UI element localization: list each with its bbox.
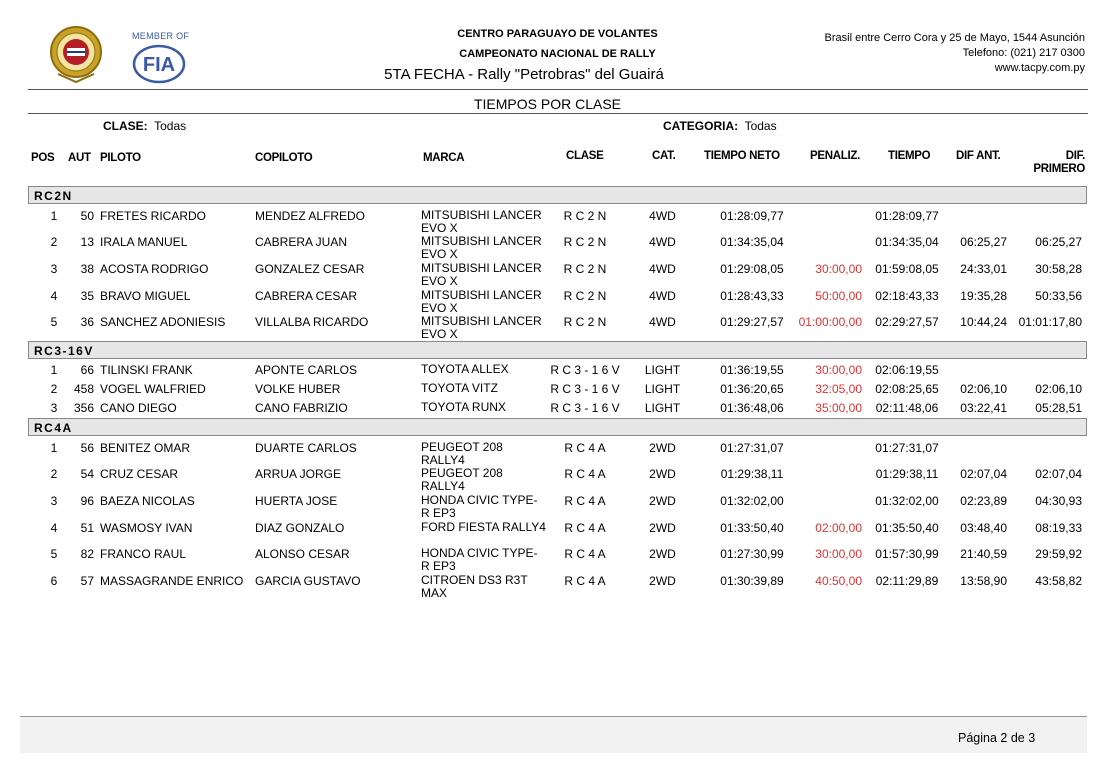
clase-filter xyxy=(103,119,186,133)
cell-tiempo-neto: 01:29:08,05 xyxy=(720,262,784,276)
cell-marca: TOYOTA RUNX xyxy=(421,400,506,414)
cell-aut: 96 xyxy=(80,494,94,508)
cell-cat: 4WD xyxy=(649,262,676,276)
cell-copiloto: HUERTA JOSE xyxy=(255,494,338,508)
cell-aut: 13 xyxy=(80,235,94,249)
cell-dif-primero: 06:25,27 xyxy=(1035,235,1082,249)
cell-pos: 2 xyxy=(50,382,58,396)
cell-aut: 66 xyxy=(80,363,94,377)
cell-clase: R C 2 N xyxy=(563,262,607,276)
cell-clase: R C 2 N xyxy=(563,289,607,303)
cell-copiloto: ALONSO CESAR xyxy=(255,547,350,561)
cell-penaliz: 35:00,00 xyxy=(815,401,862,415)
cell-aut: 356 xyxy=(73,401,94,415)
cell-aut: 50 xyxy=(80,209,94,223)
table-row xyxy=(0,262,1115,288)
cell-clase: R C 2 N xyxy=(563,209,607,223)
cell-dif-ant: 21:40,59 xyxy=(960,547,1007,561)
cell-copiloto: CANO FABRIZIO xyxy=(255,401,348,415)
table-row xyxy=(0,521,1115,547)
cell-aut: 57 xyxy=(80,574,94,588)
cell-penaliz: 50:00,00 xyxy=(815,289,862,303)
col-dif-ant: DIF ANT. xyxy=(956,150,1001,162)
cell-tiempo: 02:08:25,65 xyxy=(875,382,939,396)
col-dif-primero-line1: DIF. xyxy=(1065,150,1085,162)
cell-marca: TOYOTA ALLEX xyxy=(421,362,509,376)
cell-marca: FORD FIESTA RALLY4 xyxy=(421,520,546,534)
cell-dif-primero: 05:28,51 xyxy=(1035,401,1082,415)
cell-clase: R C 3 - 1 6 V xyxy=(550,363,620,377)
cell-aut: 36 xyxy=(80,315,94,329)
cell-penaliz: 01:00:00,00 xyxy=(798,315,862,329)
cell-copiloto: VILLALBA RICARDO xyxy=(255,315,369,329)
cell-cat: 4WD xyxy=(649,235,676,249)
cell-marca: MITSUBISHI LANCER EVO X xyxy=(421,261,542,288)
cell-cat: 4WD xyxy=(649,315,676,329)
cell-copiloto: APONTE CARLOS xyxy=(255,363,358,377)
cell-clase: R C 4 A xyxy=(564,441,606,455)
cell-pos: 4 xyxy=(50,521,58,535)
col-copiloto: COPILOTO xyxy=(255,152,313,164)
cell-copiloto: MENDEZ ALFREDO xyxy=(255,209,366,223)
cell-tiempo: 01:27:31,07 xyxy=(875,441,939,455)
cell-clase: R C 3 - 1 6 V xyxy=(550,382,620,396)
cell-dif-ant: 02:06,10 xyxy=(960,382,1007,396)
cell-tiempo: 01:59:08,05 xyxy=(875,262,939,276)
cell-marca: MITSUBISHI LANCER EVO X xyxy=(421,234,542,261)
cell-piloto: MASSAGRANDE ENRICO xyxy=(100,574,244,588)
cell-tiempo-neto: 01:28:43,33 xyxy=(720,289,784,303)
cell-pos: 2 xyxy=(50,235,58,249)
cell-piloto: TILINSKI FRANK xyxy=(100,363,193,377)
cell-cat: 2WD xyxy=(649,547,676,561)
cell-penaliz: 40:50,00 xyxy=(815,574,862,588)
cell-piloto: CRUZ CESAR xyxy=(100,467,179,481)
cell-dif-primero: 08:19,33 xyxy=(1035,521,1082,535)
cell-aut: 51 xyxy=(80,521,94,535)
cell-tiempo-neto: 01:36:19,55 xyxy=(720,363,784,377)
table-row xyxy=(0,441,1115,467)
footer-bar xyxy=(20,716,1087,753)
cell-tiempo-neto: 01:34:35,04 xyxy=(720,235,784,249)
address: Brasil entre Cerro Cora y 25 de Mayo, 1544 Asunción xyxy=(824,32,1085,44)
cell-dif-ant: 06:25,27 xyxy=(960,235,1007,249)
cell-dif-ant: 03:22,41 xyxy=(960,401,1007,415)
categoria-filter xyxy=(663,119,777,133)
cell-dif-ant: 24:33,01 xyxy=(960,262,1007,276)
cell-pos: 5 xyxy=(50,315,58,329)
cell-dif-ant: 03:48,40 xyxy=(960,521,1007,535)
svg-text:FIA: FIA xyxy=(142,54,176,76)
event-title: 5TA FECHA - Rally "Petrobras" del Guairá xyxy=(384,66,664,83)
cell-copiloto: CABRERA JUAN xyxy=(255,235,348,249)
cell-clase: R C 2 N xyxy=(563,315,607,329)
table-row xyxy=(0,315,1115,341)
cell-pos: 1 xyxy=(50,363,58,377)
table-row xyxy=(0,209,1115,235)
cell-dif-ant: 10:44,24 xyxy=(960,315,1007,329)
divider xyxy=(28,89,1088,90)
cell-tiempo-neto: 01:30:39,89 xyxy=(720,574,784,588)
cell-marca: MITSUBISHI LANCER EVO X xyxy=(421,314,542,341)
cell-dif-ant: 02:07,04 xyxy=(960,467,1007,481)
cell-tiempo-neto: 01:29:27,57 xyxy=(720,315,784,329)
member-of-label: MEMBER OF xyxy=(132,31,190,41)
cell-piloto: FRETES RICARDO xyxy=(100,209,207,223)
cell-tiempo: 01:57:30,99 xyxy=(875,547,939,561)
cell-cat: 2WD xyxy=(649,467,676,481)
cell-penaliz: 02:00,00 xyxy=(815,521,862,535)
cell-tiempo-neto: 01:27:30,99 xyxy=(720,547,784,561)
cell-tiempo: 02:29:27,57 xyxy=(875,315,939,329)
cell-copiloto: ARRUA JORGE xyxy=(255,467,342,481)
col-tiempo: TIEMPO xyxy=(888,150,931,162)
cell-aut: 54 xyxy=(80,467,94,481)
cell-clase: R C 4 A xyxy=(564,574,606,588)
cell-clase: R C 3 - 1 6 V xyxy=(550,401,620,415)
col-penaliz: PENALIZ. xyxy=(810,150,860,162)
cell-dif-primero: 02:07,04 xyxy=(1035,467,1082,481)
cell-marca: MITSUBISHI LANCER EVO X xyxy=(421,208,542,235)
cell-pos: 3 xyxy=(50,262,58,276)
cell-aut: 35 xyxy=(80,289,94,303)
categoria-filter-label: CATEGORIA: xyxy=(663,119,739,133)
cell-aut: 56 xyxy=(80,441,94,455)
col-cat: CAT. xyxy=(652,150,676,162)
cell-piloto: SANCHEZ ADONIESIS xyxy=(100,315,226,329)
organization-name: CENTRO PARAGUAYO DE VOLANTES xyxy=(457,28,658,40)
group-header: RC2N xyxy=(28,186,1087,204)
cell-tiempo: 01:28:09,77 xyxy=(875,209,939,223)
cell-aut: 82 xyxy=(80,547,94,561)
cell-dif-primero: 04:30,93 xyxy=(1035,494,1082,508)
cell-piloto: FRANCO RAUL xyxy=(100,547,187,561)
cell-copiloto: DIAZ GONZALO xyxy=(255,521,345,535)
cell-dif-ant: 02:23,89 xyxy=(960,494,1007,508)
cell-marca: TOYOTA VITZ xyxy=(421,381,498,395)
cell-cat: 4WD xyxy=(649,209,676,223)
cell-pos: 4 xyxy=(50,289,58,303)
cell-pos: 6 xyxy=(50,574,58,588)
cell-tiempo: 01:32:02,00 xyxy=(875,494,939,508)
cell-clase: R C 2 N xyxy=(563,235,607,249)
cell-clase: R C 4 A xyxy=(564,467,606,481)
cell-tiempo: 02:11:48,06 xyxy=(875,401,939,415)
cell-marca: MITSUBISHI LANCER EVO X xyxy=(421,288,542,315)
championship-name: CAMPEONATO NACIONAL DE RALLY xyxy=(459,48,656,60)
col-pos: POS xyxy=(31,152,55,164)
divider xyxy=(28,113,1088,114)
cell-pos: 1 xyxy=(50,441,58,455)
website: www.tacpy.com.py xyxy=(994,62,1085,74)
table-row xyxy=(0,235,1115,261)
cell-tiempo-neto: 01:27:31,07 xyxy=(720,441,784,455)
cell-pos: 5 xyxy=(50,547,58,561)
cell-cat: 2WD xyxy=(649,521,676,535)
cell-dif-primero: 29:59,92 xyxy=(1035,547,1082,561)
cell-tiempo-neto: 01:36:20,65 xyxy=(720,382,784,396)
table-row xyxy=(0,494,1115,520)
cell-piloto: VOGEL WALFRIED xyxy=(100,382,206,396)
cell-tiempo-neto: 01:32:02,00 xyxy=(720,494,784,508)
col-tiempo-neto: TIEMPO NETO xyxy=(704,150,780,162)
cell-piloto: IRALA MANUEL xyxy=(100,235,188,249)
cell-pos: 1 xyxy=(50,209,58,223)
categoria-filter-value: Todas xyxy=(744,119,777,133)
cell-marca: CITROEN DS3 R3T MAX xyxy=(421,573,528,600)
cell-dif-primero: 01:01:17,80 xyxy=(1018,315,1082,329)
cell-cat: LIGHT xyxy=(644,363,681,377)
cell-tiempo-neto: 01:29:38,11 xyxy=(720,467,784,481)
cell-tiempo-neto: 01:36:48,06 xyxy=(720,401,784,415)
cell-dif-primero: 50:33,56 xyxy=(1035,289,1082,303)
cell-aut: 458 xyxy=(73,382,94,396)
cell-pos: 2 xyxy=(50,467,58,481)
clase-filter-label: CLASE: xyxy=(103,119,148,133)
col-dif-primero-line2: PRIMERO xyxy=(1033,163,1085,175)
cell-pos: 3 xyxy=(50,401,58,415)
cell-tiempo-neto: 01:28:09,77 xyxy=(720,209,784,223)
col-aut: AUT xyxy=(68,152,91,164)
cell-cat: 2WD xyxy=(649,494,676,508)
table-row xyxy=(0,574,1115,600)
cell-tiempo: 01:35:50,40 xyxy=(875,521,939,535)
cell-penaliz: 30:00,00 xyxy=(815,262,862,276)
cell-dif-ant: 19:35,28 xyxy=(960,289,1007,303)
cell-marca: HONDA CIVIC TYPE-R EP3 xyxy=(421,546,538,573)
cell-dif-ant: 13:58,90 xyxy=(960,574,1007,588)
table-row xyxy=(0,467,1115,493)
cell-cat: 2WD xyxy=(649,441,676,455)
cell-tiempo: 02:06:19,55 xyxy=(875,363,939,377)
contact-block xyxy=(825,31,1085,76)
cell-penaliz: 32:05,00 xyxy=(815,382,862,396)
group-header: RC3-16V xyxy=(28,341,1087,359)
table-row xyxy=(0,547,1115,573)
col-piloto: PILOTO xyxy=(100,152,141,164)
cell-clase: R C 4 A xyxy=(564,547,606,561)
cell-piloto: BENITEZ OMAR xyxy=(100,441,191,455)
cell-dif-primero: 30:58,28 xyxy=(1035,262,1082,276)
cell-piloto: BAEZA NICOLAS xyxy=(100,494,195,508)
cell-cat: LIGHT xyxy=(644,382,681,396)
phone: Telefono: (021) 217 0300 xyxy=(962,47,1085,59)
group-header: RC4A xyxy=(28,418,1087,436)
cell-piloto: BRAVO MIGUEL xyxy=(100,289,191,303)
col-clase: CLASE xyxy=(566,150,604,162)
page-number: Página 2 de 3 xyxy=(958,731,1036,745)
col-dif-primero xyxy=(1020,150,1085,176)
cell-dif-primero: 02:06,10 xyxy=(1035,382,1082,396)
cell-dif-primero: 43:58,82 xyxy=(1035,574,1082,588)
cell-tiempo: 02:11:29,89 xyxy=(875,574,939,588)
cell-copiloto: VOLKE HUBER xyxy=(255,382,341,396)
cell-marca: HONDA CIVIC TYPE-R EP3 xyxy=(421,493,538,520)
cell-copiloto: GONZALEZ CESAR xyxy=(255,262,365,276)
cell-marca: PEUGEOT 208 RALLY4 xyxy=(421,440,503,467)
cell-cat: LIGHT xyxy=(644,401,681,415)
cell-pos: 3 xyxy=(50,494,58,508)
cell-piloto: CANO DIEGO xyxy=(100,401,177,415)
cell-marca: PEUGEOT 208 RALLY4 xyxy=(421,466,503,493)
clase-filter-value: Todas xyxy=(154,119,187,133)
report-subtitle: TIEMPOS POR CLASE xyxy=(473,96,622,112)
cell-tiempo: 02:18:43,33 xyxy=(875,289,939,303)
cell-clase: R C 4 A xyxy=(564,521,606,535)
cell-copiloto: GARCIA GUSTAVO xyxy=(255,574,361,588)
cell-tiempo: 01:29:38,11 xyxy=(875,467,939,481)
cell-tiempo-neto: 01:33:50,40 xyxy=(720,521,784,535)
cell-cat: 4WD xyxy=(649,289,676,303)
table-row xyxy=(0,289,1115,315)
cell-tiempo: 01:34:35,04 xyxy=(875,235,939,249)
cell-penaliz: 30:00,00 xyxy=(815,363,862,377)
cell-copiloto: CABRERA CESAR xyxy=(255,289,358,303)
cell-copiloto: DUARTE CARLOS xyxy=(255,441,357,455)
cell-clase: R C 4 A xyxy=(564,494,606,508)
cell-piloto: ACOSTA RODRIGO xyxy=(100,262,209,276)
cell-cat: 2WD xyxy=(649,574,676,588)
col-marca: MARCA xyxy=(423,152,465,164)
cell-aut: 38 xyxy=(80,262,94,276)
cell-penaliz: 30:00,00 xyxy=(815,547,862,561)
cell-piloto: WASMOSY IVAN xyxy=(100,521,193,535)
